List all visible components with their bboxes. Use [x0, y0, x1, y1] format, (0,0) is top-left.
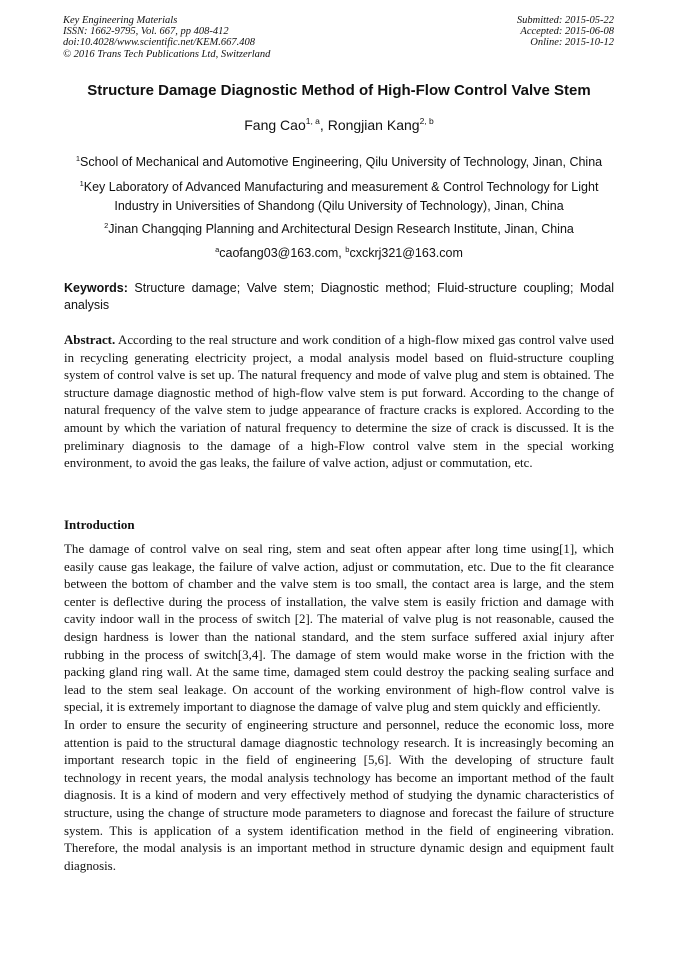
abstract-text: According to the real structure and work condition of a high-flow mixed gas control valve used in recycling generating electricity project, a modal analysis model based on fluid-structure coupling system of control valve is set up. The natural frequency and mode of valve plug and stem is obtained. The structure damage diagnostic method of high-flow valve stem is put forward. According to the change of natural frequency of the valve stem to judge appearance of fracture cracks is explored. According to the amount by which the variation of natural frequency to determine the size of crack is discussed. It is the preliminary diagnosis to the damage of a high-Flow control valve stem in the special working environment, to avoid the gas leaks, the failure of valve action, adjust or commutation, etc. [64, 333, 614, 471]
affiliation-text: Key Laboratory of Advanced Manufacturing and measurement & Control Technology for Light Industry in Universities of Shandong (Qilu University of Technology), Jinan, China [83, 180, 599, 213]
copyright-line: © 2016 Trans Tech Publications Ltd, Switzerland [63, 48, 271, 60]
journal-info [63, 15, 270, 60]
email-marker: b [345, 245, 350, 254]
author-name: Rongjian Kang [327, 117, 420, 133]
affiliation-marker: 1 [79, 179, 84, 188]
publication-dates [517, 15, 614, 49]
online-date: Online: 2015-10-12 [530, 37, 614, 49]
author-superscript: 2, b [419, 116, 434, 126]
doi-line: doi:10.4028/www.scientific.net/KEM.667.408 [63, 37, 255, 49]
author-list: Fang Cao$^{1, a}$, Rongjian Kang$^{2, b}$ [244, 116, 434, 133]
paragraph: The damage of control valve on seal ring, stem and seat often appear after long time using[1], which easily cause gas leakage, the failure of valve action, adjust or commutation, etc. Due to the fit clearance between the bottom of chamber and the valve stem is too small, the contact area is large, and the stem center is deflective during the process of installation, the valve stem is easily friction and damage with cavity indoor wall in the process of switch [2]. The material of valve plug is not reasonable, caused the design hardness is lower than the national standard, and the stem surface suffered axial injury after rubbing in the process of switch[3,4]. The damage of stem would make worse in the friction with the packing gland ring wall. At the same time, damaged stem could destroy the packing sealing surface and lead to the stem seal leakage. On account of the working environment of high-flow control valve is special, it is extremely important to diagnose the damage of valve plug and stem quickly and efficiently. [64, 542, 614, 715]
paragraph: In order to ensure the security of engineering structure and personnel, reduce the economic loss, more attention is paid to the structural damage diagnostic technology research. It is increasingly becoming an important research topic in the field of engineering [5,6]. With the developing of structure fault technology in recent years, the modal analysis technology has become an important method of the fault diagnosis. It is a kind of modern and very effectively method of studying the dynamic characteristics of structure, using the change of structure mode parameters to diagnose and forecast the failure of structure system. This is application of a system identification method in the field of engineering vibration. Therefore, the modal analysis is an important method in structure dynamic design and equipment fault diagnosis. [64, 717, 614, 873]
author-superscript: 1, a [305, 116, 320, 126]
affiliation [60, 216, 618, 239]
abstract-label: Abstract. [64, 333, 116, 347]
affiliation-marker: 1 [75, 154, 81, 163]
accepted-date: Accepted: 2015-06-08 [520, 26, 614, 38]
introduction-body [64, 541, 614, 875]
affiliation-text: Jinan Changqing Planning and Architectural Design Research Institute, Jinan, China [108, 222, 574, 236]
journal-name: Key Engineering Materials [63, 15, 178, 26]
email-marker: a [215, 245, 220, 254]
affiliation-marker: 2 [104, 221, 109, 230]
affiliation [60, 174, 618, 216]
email-link[interactable]: cxckrj321@163.com [349, 246, 463, 260]
affiliation-text: School of Mechanical and Automotive Engineering, Qilu University of Technology, Jinan, China [80, 155, 603, 169]
abstract [64, 332, 614, 473]
keywords-text: Structure damage; Valve stem; Diagnostic method; Fluid-structure coupling; Modal analysis [64, 281, 614, 312]
email-link[interactable]: caofang03@163.com, [219, 246, 342, 260]
paper-title: Structure Damage Diagnostic Method of High-Flow Control Valve Stem [87, 82, 591, 99]
author-name: Fang Cao [244, 117, 306, 133]
keywords [64, 280, 614, 314]
affiliation [60, 149, 618, 172]
email-line [60, 240, 618, 263]
keywords-label: Keywords: [64, 281, 128, 295]
submitted-date: Submitted: 2015-05-22 [516, 15, 614, 26]
issn-line: ISSN: 1662-9795, Vol. 667, pp 408-412 [63, 26, 229, 38]
section-heading: Introduction [64, 517, 135, 532]
